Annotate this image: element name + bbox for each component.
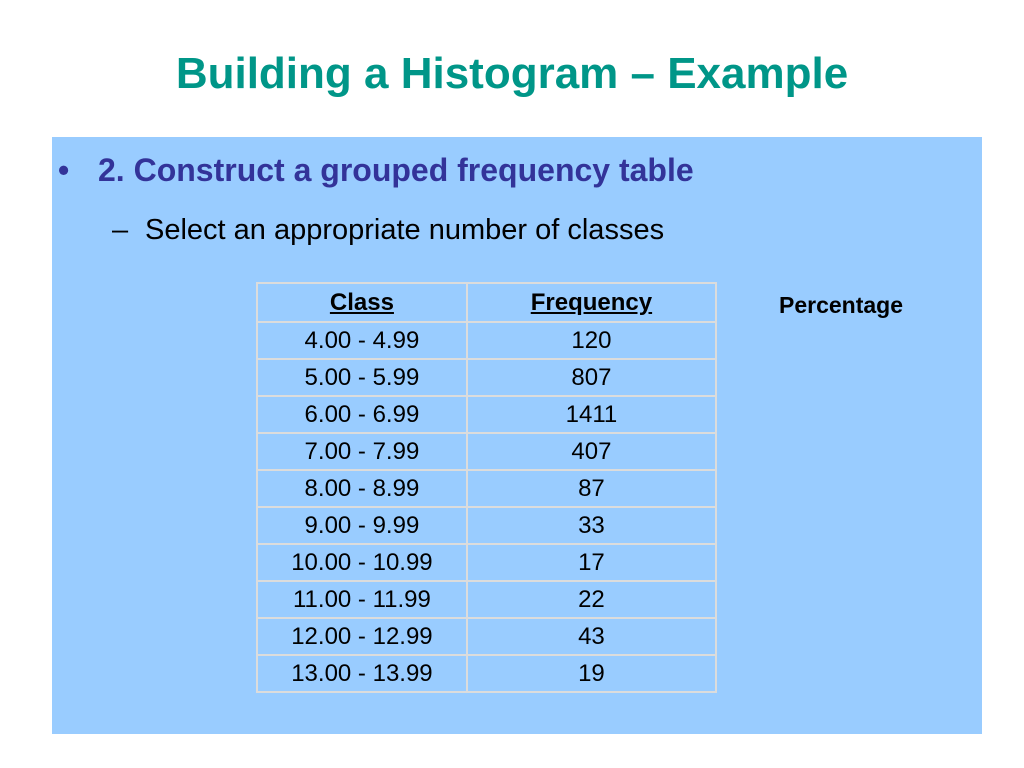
- class-cell: 4.00 - 4.99: [257, 322, 467, 359]
- table-header-row: [257, 283, 716, 322]
- sub-bullet-item: [112, 211, 664, 249]
- class-cell: 10.00 - 10.99: [257, 544, 467, 581]
- frequency-cell: 807: [467, 359, 716, 396]
- table-body: [257, 322, 716, 692]
- class-cell: 9.00 - 9.99: [257, 507, 467, 544]
- sub-bullet-text: Select an appropriate number of classes: [145, 214, 665, 246]
- frequency-cell: 1411: [467, 396, 716, 433]
- class-cell: 13.00 - 13.99: [257, 655, 467, 692]
- frequency-cell: 19: [467, 655, 716, 692]
- class-cell: 11.00 - 11.99: [257, 581, 467, 618]
- class-cell: 12.00 - 12.99: [257, 618, 467, 655]
- table-row: [257, 322, 716, 359]
- slide-title: Building a Histogram – Example: [175, 49, 849, 98]
- class-cell: 6.00 - 6.99: [257, 396, 467, 433]
- class-cell: 7.00 - 7.99: [257, 433, 467, 470]
- table-row: [257, 396, 716, 433]
- frequency-cell: 120: [467, 322, 716, 359]
- header-frequency: Frequency: [467, 283, 716, 322]
- table-row: [257, 544, 716, 581]
- class-cell: 8.00 - 8.99: [257, 470, 467, 507]
- bullet-item: [58, 150, 694, 190]
- table-row: [257, 581, 716, 618]
- frequency-cell: 17: [467, 544, 716, 581]
- bullet-marker: •: [58, 152, 70, 188]
- sub-bullet-marker: –: [112, 214, 129, 246]
- frequency-cell: 33: [467, 507, 716, 544]
- table-row: [257, 618, 716, 655]
- class-cell: 5.00 - 5.99: [257, 359, 467, 396]
- table-row: [257, 433, 716, 470]
- frequency-table: [256, 282, 717, 693]
- bullet-text: 2. Construct a grouped frequency table: [98, 152, 694, 188]
- table-row: [257, 507, 716, 544]
- header-class: Class: [257, 283, 467, 322]
- frequency-cell: 407: [467, 433, 716, 470]
- table-row: [257, 470, 716, 507]
- frequency-cell: 22: [467, 581, 716, 618]
- frequency-cell: 43: [467, 618, 716, 655]
- table-row: [257, 655, 716, 692]
- percentage-label: Percentage: [779, 292, 904, 318]
- frequency-cell: 87: [467, 470, 716, 507]
- table-row: [257, 359, 716, 396]
